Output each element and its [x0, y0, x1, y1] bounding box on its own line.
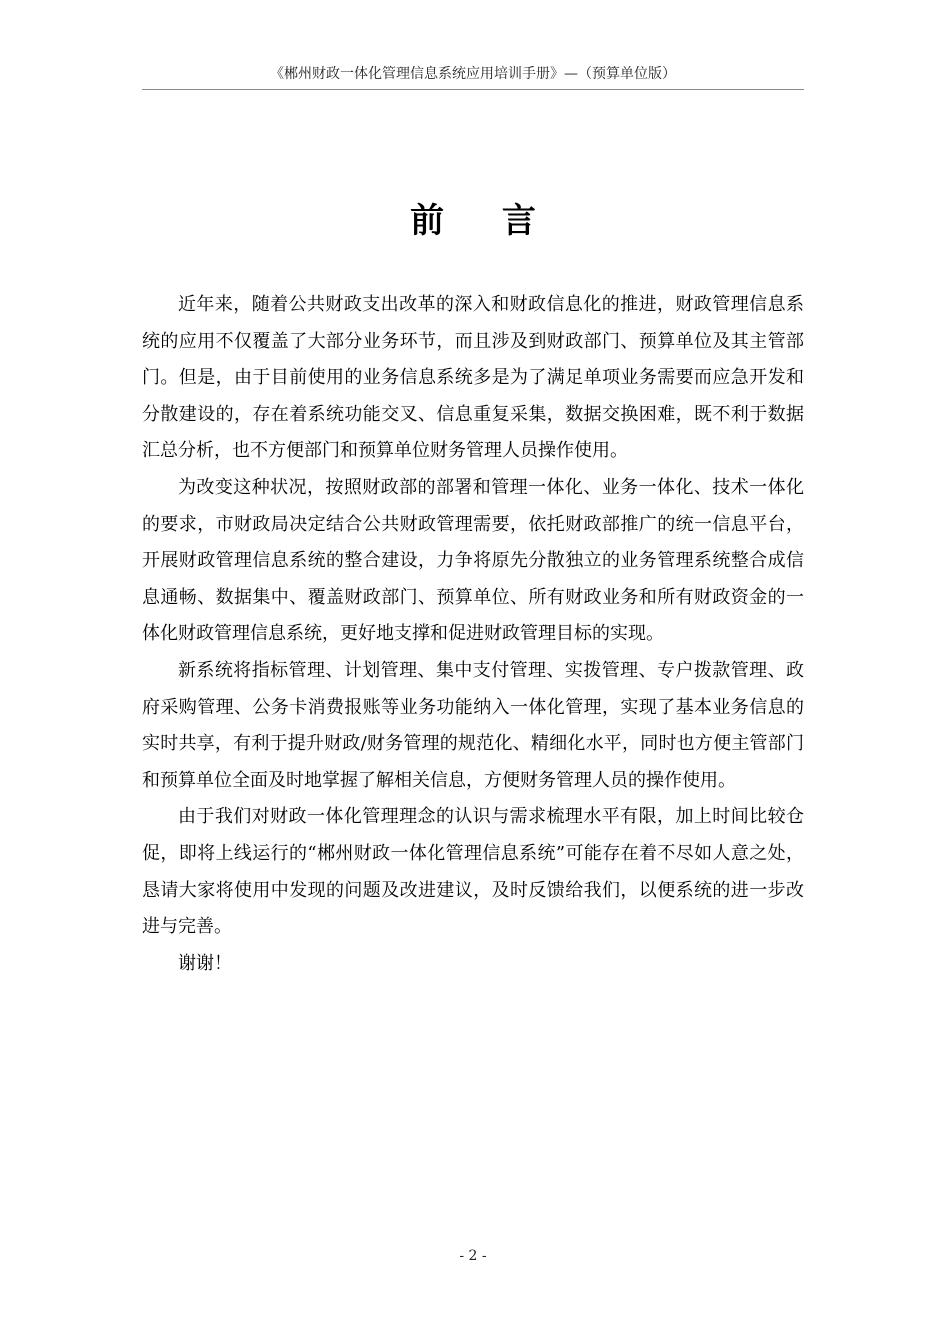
header-rule	[142, 89, 804, 90]
paragraph-4: 由于我们对财政一体化管理理念的认识与需求梳理水平有限，加上时间比较仓促，即将上线运行的“郴州财政一体化管理信息系统”可能存在着不尽如人意之处，恳请大家将使用中发现的问题及改进建议，及时反馈给我们，以便系统的进一步改进与完善。	[142, 806, 804, 938]
page-number: - 2 -	[459, 1248, 487, 1264]
paragraph-5: 谢谢！	[178, 952, 232, 974]
paragraph-2: 为改变这种状况，按照财政部的部署和管理一体化、业务一体化、技术一体化的要求，市财政局决定结合公共财政管理需要，依托财政部推广的统一信息平台，开展财政管理信息系统的整合建设，力争将原先分散独立的业务管理系统整合成信息通畅、数据集中、覆盖财政部门、预算单位、所有财政业务和所有财政资金的一体化财政管理信息系统，更好地支撑和促进财政管理目标的实现。	[142, 476, 804, 645]
running-header: 《郴州财政一体化管理信息系统应用培训手册》—（预算单位版）	[270, 66, 676, 82]
document-body	[142, 287, 804, 982]
page-title: 前言	[410, 201, 594, 241]
paragraph-1: 近年来，随着公共财政支出改革的深入和财政信息化的推进，财政管理信息系统的应用不仅覆盖了大部分业务环节，而且涉及到财政部门、预算单位及其主管部门。但是，由于目前使用的业务信息系统多是为了满足单项业务需要而应急开发和分散建设的，存在着系统功能交叉、信息重复采集，数据交换困难，既不利于数据汇总分析，也不方便部门和预算单位财务管理人员操作使用。	[142, 294, 804, 462]
paragraph-3: 新系统将指标管理、计划管理、集中支付管理、实拨管理、专户拨款管理、政府采购管理、公务卡消费报账等业务功能纳入一体化管理，实现了基本业务信息的实时共享，有利于提升财政/财务管理的规范化、精细化水平，同时也方便主管部门和预算单位全面及时地掌握了解相关信息，方便财务管理人员的操作使用。	[142, 659, 804, 791]
